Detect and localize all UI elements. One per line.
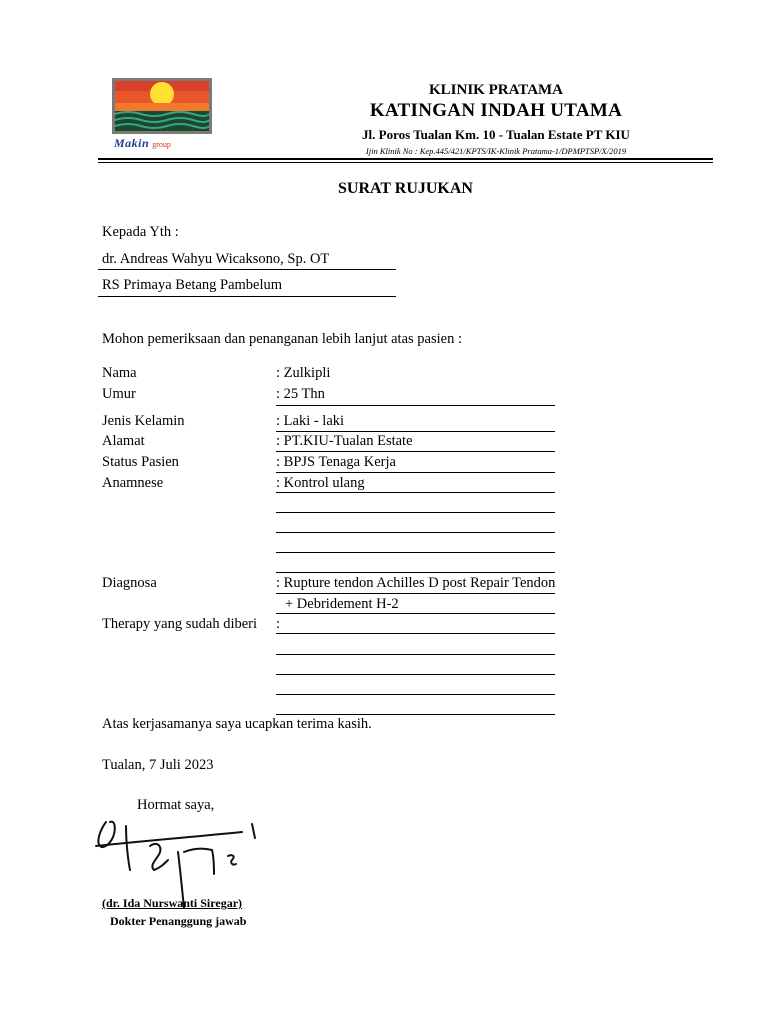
logo-brand: Makin <box>114 136 150 150</box>
signer-role: Dokter Penanggung jawab <box>110 914 247 928</box>
anamnesis-underline-4 <box>276 552 555 553</box>
therapy-underline-3 <box>276 674 555 675</box>
recipient-hospital-underline <box>98 296 396 297</box>
status-label: Status Pasien <box>102 454 179 470</box>
name-value: : Zulkipli <box>276 365 331 381</box>
sex-value: : Laki - laki <box>276 413 345 429</box>
age-underline <box>276 405 555 406</box>
address-label: Alamat <box>102 433 145 449</box>
therapy-value: : <box>276 616 281 632</box>
name-label: Nama <box>102 365 137 381</box>
address-underline <box>276 451 555 452</box>
anamnesis-value: : Kontrol ulang <box>276 475 365 491</box>
anamnesis-underline-2 <box>276 512 555 513</box>
therapy-underline-4 <box>276 694 555 695</box>
letter-title: SURAT RUJUKAN <box>338 180 473 197</box>
therapy-underline-1 <box>276 633 555 634</box>
diagnosis-value-line2: + Debridement H-2 <box>285 596 399 612</box>
anamnesis-underline-1 <box>276 492 555 493</box>
regards-text: Hormat saya, <box>137 797 215 813</box>
closing-text: Atas kerjasamanya saya ucapkan terima kasih. <box>102 716 372 732</box>
diagnosis-label: Diagnosa <box>102 575 157 591</box>
diagnosis-underline-1 <box>276 593 555 594</box>
therapy-label: Therapy yang sudah diberi <box>102 616 258 632</box>
signer-name: (dr. Ida Nurswanti Siregar) <box>102 896 243 910</box>
sex-underline <box>276 431 555 432</box>
address-value: : PT.KIU-Tualan Estate <box>276 433 413 449</box>
logo-wordmark <box>114 136 171 151</box>
age-value: : 25 Thn <box>276 386 325 402</box>
diagnosis-value-line1: : Rupture tendon Achilles D post Repair Tendon <box>276 575 556 591</box>
recipient-greeting: Kepada Yth : <box>102 224 179 240</box>
age-label: Umur <box>102 386 136 402</box>
therapy-underline-2 <box>276 654 555 655</box>
therapy-underline-5 <box>276 714 555 715</box>
clinic-permit: Ijin Klinik No : Kep.445/421/KPTS/IK-Klinik Pratama-1/DPMPTSP/X/2019 <box>365 146 627 156</box>
sex-label: Jenis Kelamin <box>102 413 185 429</box>
diagnosis-underline-2 <box>276 613 555 614</box>
intro-text: Mohon pemeriksaan dan penanganan lebih lanjut atas pasien : <box>102 331 462 347</box>
clinic-name: KATINGAN INDAH UTAMA <box>369 100 623 121</box>
recipient-doctor-underline <box>98 269 396 270</box>
anamnesis-label: Anamnese <box>102 475 164 491</box>
status-underline <box>276 472 555 473</box>
logo-group: group <box>152 140 171 149</box>
anamnesis-underline-3 <box>276 532 555 533</box>
recipient-doctor: dr. Andreas Wahyu Wicaksono, Sp. OT <box>102 251 330 267</box>
clinic-address: Jl. Poros Tualan Km. 10 - Tualan Estate PT KIU <box>362 127 630 142</box>
status-value: : BPJS Tenaga Kerja <box>276 454 396 470</box>
header-rule-thin <box>98 162 713 163</box>
recipient-hospital: RS Primaya Betang Pambelum <box>102 277 283 293</box>
header-rule-thick <box>98 158 713 160</box>
place-date: Tualan, 7 Juli 2023 <box>102 757 214 773</box>
clinic-type: KLINIK PRATAMA <box>428 82 564 98</box>
anamnesis-underline-5 <box>276 572 555 573</box>
